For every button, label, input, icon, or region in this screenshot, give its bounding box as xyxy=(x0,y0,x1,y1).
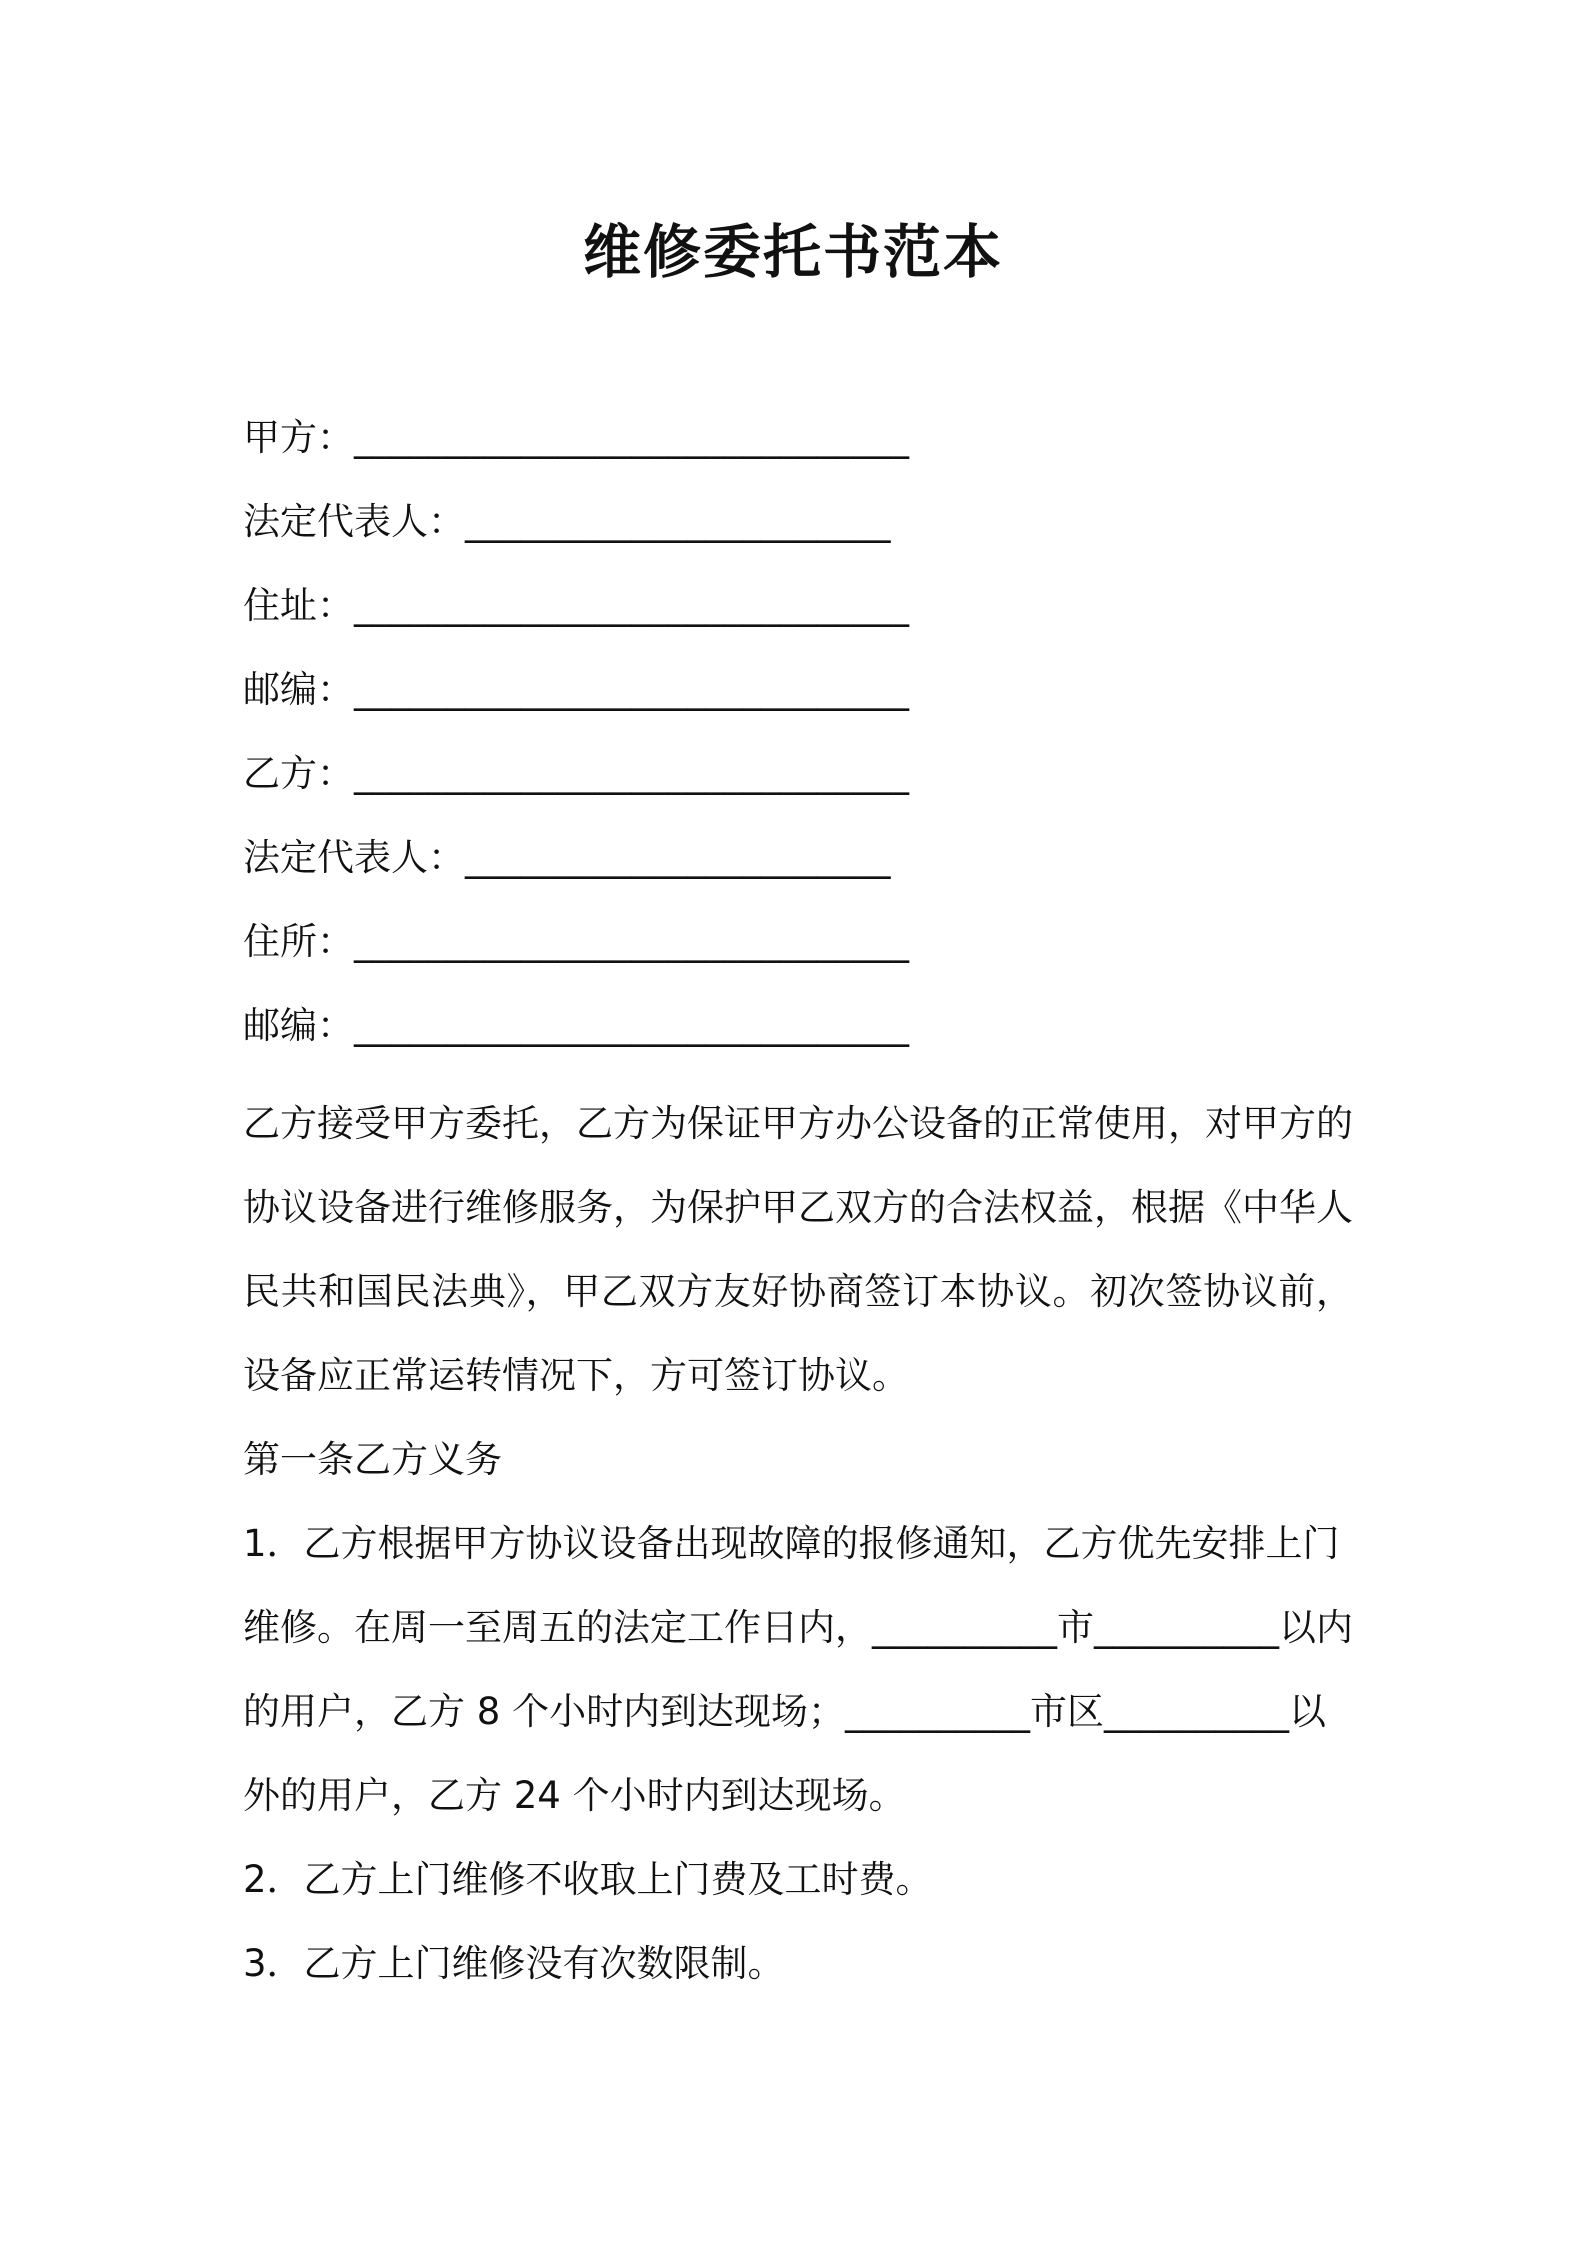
intro-paragraph: 乙方接受甲方委托，乙方为保证甲方办公设备的正常使用，对甲方的协议设备进行维修服务，为保护甲乙双方的合法权益，根据《中华人民共和国民法典》，甲乙双方友好协商签订本协议。初次签协议前，设备应正常运转情况下，方可签订协议。 xyxy=(243,1102,1353,1397)
clause-1-line-2: 维修。在周一至周五的法定工作日内，__________市__________以内 xyxy=(243,1606,1353,1649)
clause-1-line-4: 外的用户，乙方 24 个小时内到达现场。 xyxy=(243,1774,906,1817)
field-postcode-a: 邮编：______________________________ xyxy=(243,668,909,711)
clause-3: 3．乙方上门维修没有次数限制。 xyxy=(243,1942,785,1985)
field-party-b: 乙方：______________________________ xyxy=(243,752,909,795)
clause-2: 2．乙方上门维修不收取上门费及工时费。 xyxy=(243,1858,933,1901)
field-address-a: 住址：______________________________ xyxy=(243,584,909,627)
section-heading: 第一条乙方义务 xyxy=(243,1438,502,1481)
field-residence-b: 住所：______________________________ xyxy=(243,920,909,963)
clause-1-line-3: 的用户，乙方 8 个小时内到达现场；__________市区__________以 xyxy=(243,1690,1327,1733)
document-title: 维修委托书范本 xyxy=(582,218,1003,286)
field-legal-rep-b: 法定代表人：_______________________ xyxy=(243,836,891,879)
field-postcode-b: 邮编：______________________________ xyxy=(243,1004,909,1047)
field-party-a: 甲方：______________________________ xyxy=(243,416,909,459)
clause-1-line-1: 1．乙方根据甲方协议设备出现故障的报修通知，乙方优先安排上门 xyxy=(243,1522,1340,1565)
field-legal-rep-a: 法定代表人：_______________________ xyxy=(243,500,891,543)
document-body xyxy=(243,410,1353,2006)
